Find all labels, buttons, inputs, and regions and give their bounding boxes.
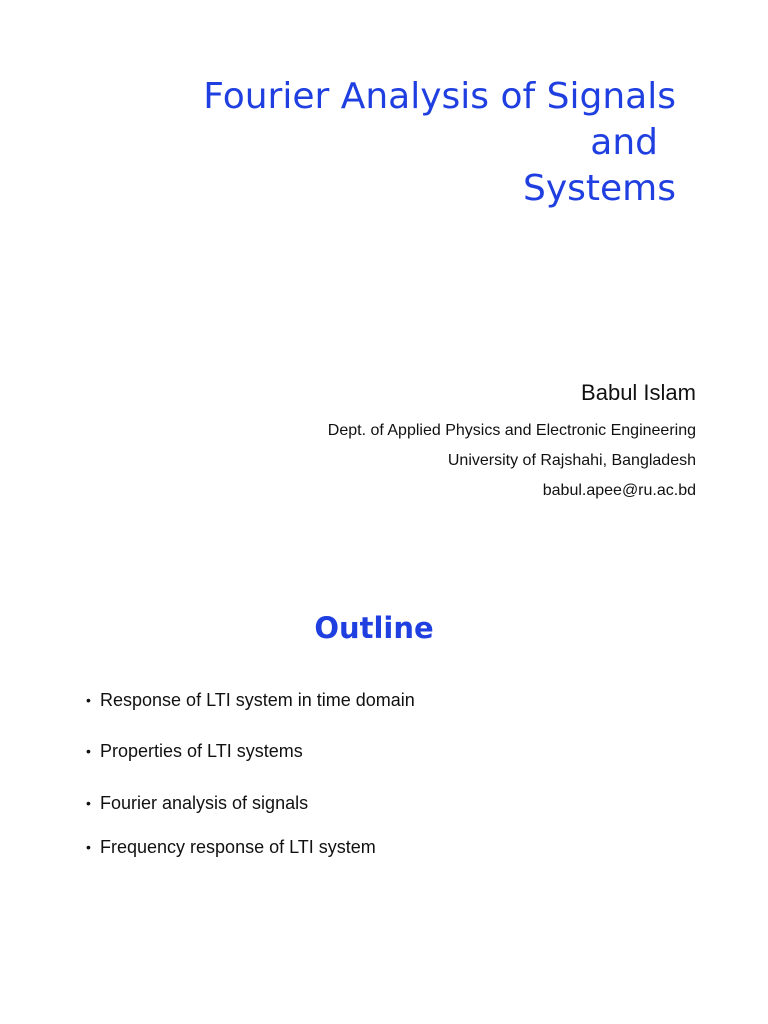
list-item: • Properties of LTI systems [86, 738, 415, 764]
list-item: • Fourier analysis of signals [86, 790, 415, 816]
title-line-3: Systems [523, 168, 676, 209]
author-email: babul.apee@ru.ac.bd [542, 482, 696, 499]
title-line-1: Fourier Analysis of Signals [203, 76, 676, 117]
author-info [328, 378, 696, 506]
author-department: Dept. of Applied Physics and Electronic Engineering [327, 422, 696, 439]
title-line-2: and [590, 122, 658, 163]
author-name: Babul Islam [581, 380, 696, 405]
list-item: • Response of LTI system in time domain [86, 687, 415, 713]
list-item: • Frequency response of LTI system [86, 834, 415, 860]
outline-title: Outline [314, 611, 434, 645]
author-university: University of Rajshahi, Bangladesh [447, 452, 696, 469]
slide-title [203, 74, 676, 212]
outline-list [86, 687, 415, 860]
outline-slide [0, 512, 768, 1024]
